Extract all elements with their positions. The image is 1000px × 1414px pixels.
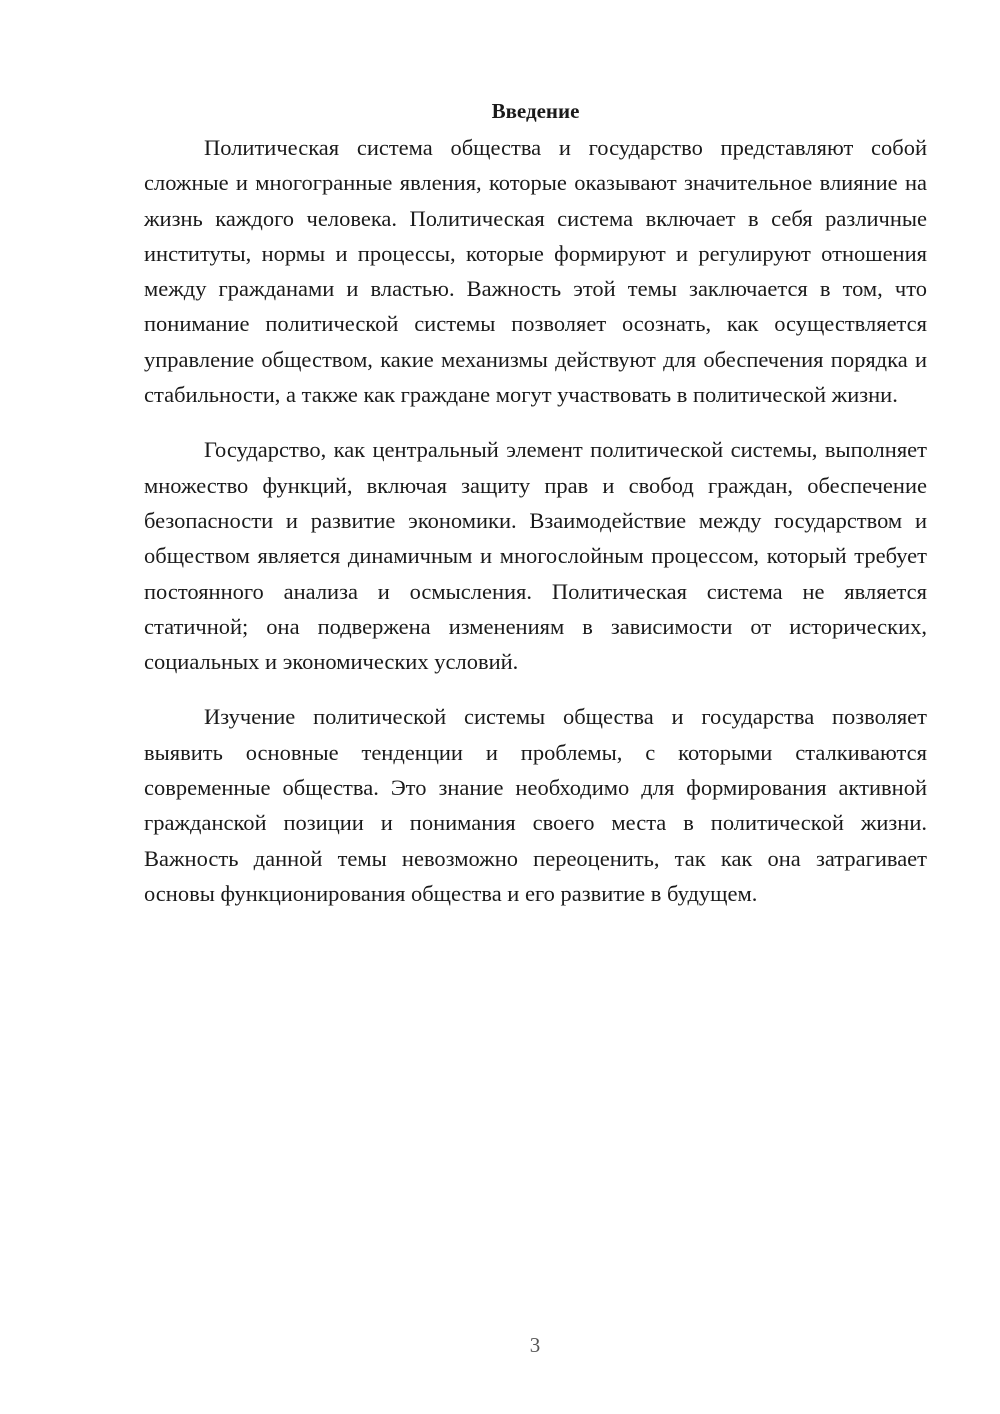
page-number: 3 [529,1333,541,1357]
page-content [144,96,927,931]
paragraph-2: Государство, как центральный элемент политической системы, выполняет множество функций, включая защиту прав и свобод граждан, обеспечение безопасности и развитие экономики. Взаимодействие между государством и обществом является динамичным и многослойным процессом, который требует постоянного анализа и осмысления. Политическая система не является статичной; она подвержена изменениям в зависимости от исторических, социальных и экономических условий. [144,437,927,675]
paragraph-1: Политическая система общества и государство представляют собой сложные и многогранные явления, которые оказывают значительное влияние на жизнь каждого человека. Политическая система включает в себя различные институты, нормы и процессы, которые формируют и регулируют отношения между гражданами и властью. Важность этой темы заключается в том, что понимание политической системы позволяет осознать, как осуществляется управление обществом, какие механизмы действуют для обеспечения порядка и стабильности, а также как граждане могут участвовать в политической жизни. [144,135,927,408]
section-heading: Введение [491,99,580,123]
paragraph-3: Изучение политической системы общества и государства позволяет выявить основные тенденции и проблемы, с которыми сталкиваются современные общества. Это знание необходимо для формирования активной гражданской позиции и понимания своего места в политической жизни. Важность данной темы невозможно переоценить, так как она затрагивает основы функционирования общества и его развитие в будущем. [144,704,927,906]
